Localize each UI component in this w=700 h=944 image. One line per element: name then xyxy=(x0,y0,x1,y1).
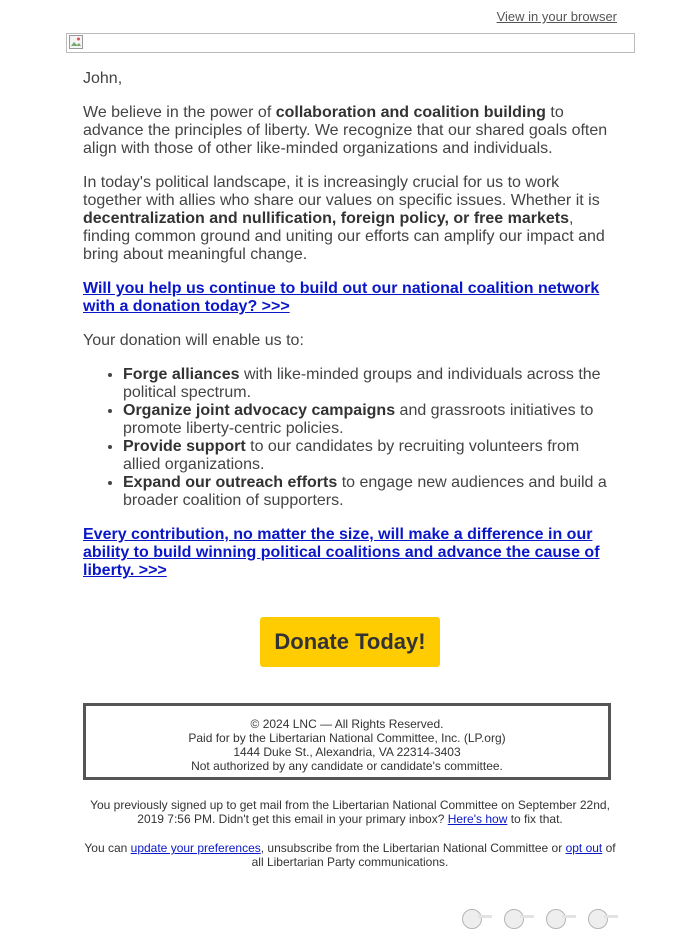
broken-image-icon[interactable] xyxy=(462,909,482,929)
list-item: • Provide support to our candidates by recruiting volunteers from allied organizations. xyxy=(123,438,613,474)
list-item: • Organize joint advocacy campaigns and grassroots initiatives to promote liberty-centric policies. xyxy=(123,402,613,438)
email-body xyxy=(83,70,613,596)
benefits-list xyxy=(83,366,613,510)
social-links xyxy=(462,909,608,929)
signup-notice: You previously signed up to get mail from the Libertarian National Committee on September 22nd, 2019 7:56 PM. Didn't get this email in your primary inbox? Here's how to fix that. xyxy=(90,798,610,826)
opt-out-link[interactable]: opt out xyxy=(565,841,603,855)
donate-button[interactable]: Donate Today! xyxy=(260,617,440,667)
footer-legal-box xyxy=(83,703,611,780)
heres-how-link[interactable]: Here's how xyxy=(447,812,508,826)
header-banner-image xyxy=(66,33,635,53)
list-item: • Expand our outreach efforts to engage new audiences and build a broader coalition of supporters. xyxy=(123,474,613,510)
broken-image-icon xyxy=(69,35,83,49)
preferences-notice: You can update your preferences, unsubscribe from the Libertarian National Committee or opt out of all Libertarian Party communications. xyxy=(84,841,616,869)
paragraph-collaboration: We believe in the power of collaboration and coalition building to advance the principles of liberty. We recognize that our shared goals often align with those of other like-minded organizations and individuals. xyxy=(83,104,608,157)
broken-image-icon[interactable] xyxy=(546,909,566,929)
broken-image-icon[interactable] xyxy=(504,909,524,929)
paid-for-text: Paid for by the Libertarian National Committee, Inc. (LP.org) xyxy=(188,731,506,745)
view-in-browser-link[interactable]: View in your browser xyxy=(496,9,617,24)
copyright-text: © 2024 LNC — All Rights Reserved. xyxy=(250,717,444,731)
donation-link-coalition[interactable]: Will you help us continue to build out our national coalition network with a donation today? >>> xyxy=(83,280,600,315)
donation-link-contribution[interactable]: Every contribution, no matter the size, will make a difference in our ability to build winning political coalitions and advance the cause of liberty. >>> xyxy=(83,526,600,579)
greeting: John, xyxy=(83,70,123,87)
update-preferences-link[interactable]: update your preferences xyxy=(130,841,261,855)
broken-image-icon[interactable] xyxy=(588,909,608,929)
address-text: 1444 Duke St., Alexandria, VA 22314-3403 xyxy=(233,745,461,759)
disclaimer-text: Not authorized by any candidate or candidate's committee. xyxy=(191,759,503,773)
donation-intro: Your donation will enable us to: xyxy=(83,332,304,349)
list-item: • Forge alliances with like-minded groups and individuals across the political spectrum. xyxy=(123,366,613,402)
donate-container xyxy=(0,617,700,667)
paragraph-landscape: In today's political landscape, it is increasingly crucial for us to work together with allies who share our values on specific issues. Whether it is decentralization and nullification, foreign policy, or free markets, finding common ground and uniting our efforts can amplify our impact and bring about meaningful change. xyxy=(83,174,605,263)
